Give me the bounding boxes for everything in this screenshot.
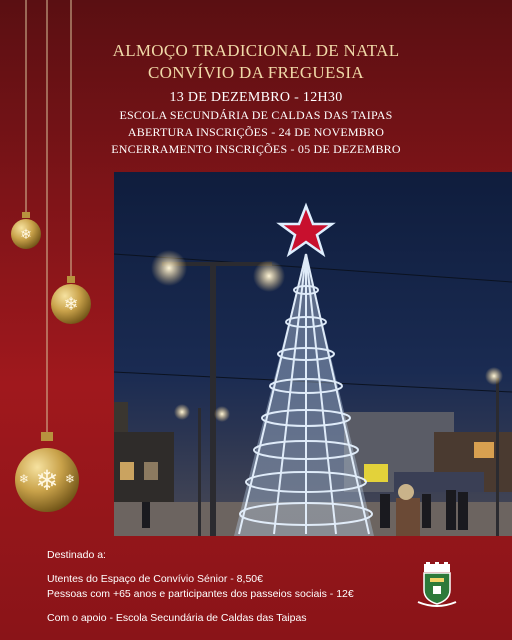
svg-text:❄: ❄ (20, 227, 32, 243)
svg-text:❄: ❄ (18, 472, 30, 486)
christmas-ornament-icon (11, 212, 41, 249)
christmas-ornament-icon (51, 276, 91, 324)
audience-heading: Destinado a: (47, 549, 106, 561)
event-title: ALMOÇO TRADICIONAL DE NATAL (112, 41, 400, 60)
event-subtitle: CONVÍVIO DA FREGUESIA (148, 63, 364, 82)
christmas-ornament-icon (15, 432, 79, 512)
christmas-tree-photo (114, 172, 512, 536)
event-venue: ESCOLA SECUNDÁRIA DE CALDAS DAS TAIPAS (119, 108, 393, 122)
event-header (0, 40, 512, 158)
info-section (47, 548, 354, 626)
star-icon (280, 206, 332, 254)
parish-crest-icon (416, 562, 458, 610)
registration-close: ENCERRAMENTO INSCRIÇÕES - 05 DE DEZEMBRO (111, 142, 401, 156)
price-senior-space: Utentes do Espaço de Convívio Sénior - 8,50€ (47, 573, 263, 585)
support-line: Com o apoio - Escola Secundária de Caldas das Taipas (47, 612, 307, 624)
svg-text:❄: ❄ (35, 464, 59, 497)
svg-text:❄: ❄ (63, 294, 79, 315)
event-date-time: 13 DE DEZEMBRO - 12H30 (169, 90, 343, 105)
price-over65: Pessoas com +65 anos e participantes dos passeios sociais - 12€ (47, 588, 354, 600)
registration-open: ABERTURA INSCRIÇÕES - 24 DE NOVEMBRO (127, 125, 385, 139)
svg-text:❄: ❄ (64, 472, 76, 486)
